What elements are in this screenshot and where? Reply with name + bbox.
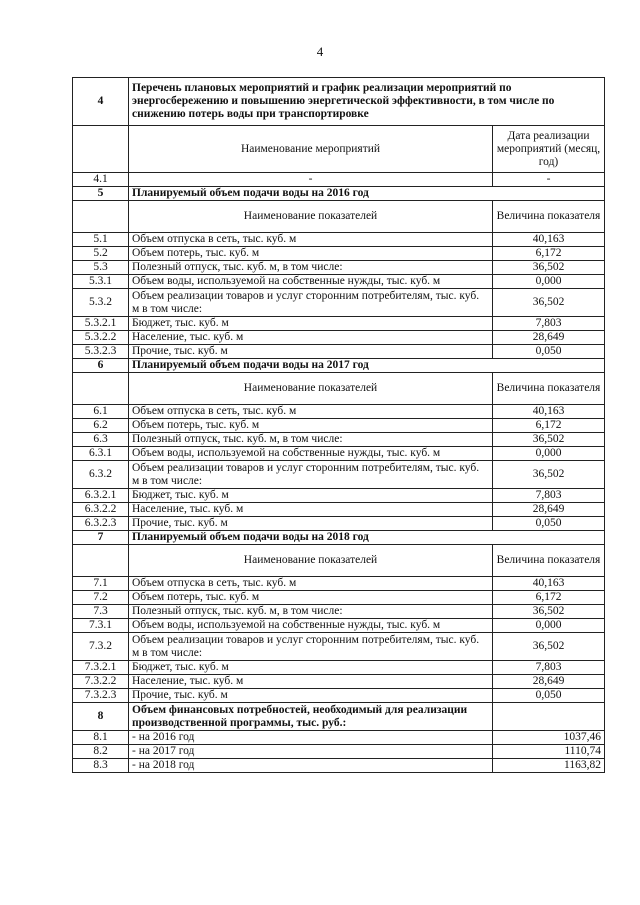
row-name: Объем воды, используемой на собственные нужды, тыс. куб. м [129,447,493,461]
row-value: 7,803 [493,661,605,675]
row-value: 1163,82 [493,759,605,773]
section-number: 4 [73,78,129,126]
row-value: 0,000 [493,275,605,289]
row-name: Объем потерь, тыс. куб. м [129,419,493,433]
row-name: Полезный отпуск, тыс. куб. м, в том числе: [129,261,493,275]
row-number: 6.3.1 [73,447,129,461]
section-7-header-row [73,545,605,577]
table-row [73,591,605,605]
row-number: 4.1 [73,173,129,187]
row-name: - на 2016 год [129,731,493,745]
table-row [73,489,605,503]
section-value-empty-cell [493,703,605,731]
row-name: Полезный отпуск, тыс. куб. м, в том числе: [129,605,493,619]
row-value: 28,649 [493,331,605,345]
section-6-title-row [73,359,605,373]
row-number: 6.3 [73,433,129,447]
table-row [73,689,605,703]
row-number: 7.3.2 [73,633,129,661]
column-header-name: Наименование показателей [129,373,493,405]
row-name: - на 2017 год [129,745,493,759]
row-value: 40,163 [493,233,605,247]
row-value: 6,172 [493,419,605,433]
row-number: 6.2 [73,419,129,433]
column-header-value: Величина показателя [493,373,605,405]
section-number: 8 [73,703,129,731]
program-table [72,77,605,773]
row-value: 36,502 [493,461,605,489]
row-number: 8.1 [73,731,129,745]
row-name: Бюджет, тыс. куб. м [129,661,493,675]
table-row [73,433,605,447]
column-header-name: Наименование показателей [129,545,493,577]
row-value: 7,803 [493,489,605,503]
row-value: 28,649 [493,503,605,517]
row-value: 0,000 [493,447,605,461]
row-number: 5.3.2.1 [73,317,129,331]
section-title: Планируемый объем подачи воды на 2016 год [129,187,605,201]
section-5-title-row [73,187,605,201]
row-value: 1037,46 [493,731,605,745]
row-number: 5.3.2.2 [73,331,129,345]
row-value: 36,502 [493,261,605,275]
row-value: 0,050 [493,517,605,531]
row-name: Объем воды, используемой на собственные нужды, тыс. куб. м [129,619,493,633]
row-number: 7.3.1 [73,619,129,633]
row-number: 6.3.2.3 [73,517,129,531]
row-name: Объем отпуска в сеть, тыс. куб. м [129,405,493,419]
row-name: Объем отпуска в сеть, тыс. куб. м [129,577,493,591]
row-name: Население, тыс. куб. м [129,331,493,345]
table-row [73,633,605,661]
table-row [73,577,605,591]
row-value: 40,163 [493,405,605,419]
row-number: 7.3 [73,605,129,619]
header-empty-cell [73,373,129,405]
row-name: Полезный отпуск, тыс. куб. м, в том числе: [129,433,493,447]
row-value: 36,502 [493,433,605,447]
row-value: 0,050 [493,689,605,703]
page-number: 4 [316,44,324,59]
section-title: Перечень плановых мероприятий и график реализации мероприятий по энергосбережению и повышению энергетической эффективности, в том числе по снижению потерь воды при транспортировке [129,78,605,126]
column-header-name: Наименование мероприятий [129,126,493,173]
row-value: 36,502 [493,605,605,619]
row-number: 6.3.2.1 [73,489,129,503]
section-number: 7 [73,531,129,545]
table-row [73,503,605,517]
table-row [73,661,605,675]
section-title: Объем финансовых потребностей, необходимый для реализации производственной программы, тыс. руб.: [129,703,493,731]
header-empty-cell [73,126,129,173]
row-name: Прочие, тыс. куб. м [129,345,493,359]
row-number: 6.1 [73,405,129,419]
row-name: Объем реализации товаров и услуг сторонним потребителям, тыс. куб. м в том числе: [129,461,493,489]
row-name: Объем отпуска в сеть, тыс. куб. м [129,233,493,247]
table-row [73,173,605,187]
section-number: 5 [73,187,129,201]
row-number: 5.1 [73,233,129,247]
row-value: 0,050 [493,345,605,359]
row-number: 7.2 [73,591,129,605]
table-row [73,233,605,247]
row-number: 7.3.2.2 [73,675,129,689]
section-6-header-row [73,373,605,405]
row-number: 5.3.2 [73,289,129,317]
row-number: 6.3.2.2 [73,503,129,517]
row-name: Объем реализации товаров и услуг сторонним потребителям, тыс. куб. м в том числе: [129,633,493,661]
section-title: Планируемый объем подачи воды на 2017 год [129,359,605,373]
row-number: 8.2 [73,745,129,759]
table-row [73,275,605,289]
table-row [73,405,605,419]
row-name: - [129,173,493,187]
row-value: 6,172 [493,247,605,261]
table-row [73,345,605,359]
row-value: 36,502 [493,289,605,317]
table-row [73,517,605,531]
row-number: 7.1 [73,577,129,591]
table-row [73,289,605,317]
row-value: 6,172 [493,591,605,605]
column-header-name: Наименование показателей [129,201,493,233]
table-row [73,461,605,489]
row-name: Бюджет, тыс. куб. м [129,489,493,503]
row-number: 5.3 [73,261,129,275]
header-empty-cell [73,201,129,233]
row-number: 7.3.2.3 [73,689,129,703]
row-number: 5.3.1 [73,275,129,289]
section-number: 6 [73,359,129,373]
table-row [73,261,605,275]
row-number: 6.3.2 [73,461,129,489]
table-row [73,675,605,689]
table-row [73,317,605,331]
row-name: Объем реализации товаров и услуг сторонним потребителям, тыс. куб. м в том числе: [129,289,493,317]
row-name: - на 2018 год [129,759,493,773]
row-value: 28,649 [493,675,605,689]
table-row [73,247,605,261]
section-4-title-row [73,78,605,126]
column-header-date: Дата реализации мероприятий (месяц, год) [493,126,605,173]
table-row [73,419,605,433]
row-number: 5.2 [73,247,129,261]
row-value: 1110,74 [493,745,605,759]
table-row [73,605,605,619]
row-name: Население, тыс. куб. м [129,675,493,689]
table-row [73,619,605,633]
row-number: 5.3.2.3 [73,345,129,359]
row-name: Бюджет, тыс. куб. м [129,317,493,331]
table-row [73,331,605,345]
section-7-title-row [73,531,605,545]
row-value: 0,000 [493,619,605,633]
section-title: Планируемый объем подачи воды на 2018 год [129,531,605,545]
section-4-header-row [73,126,605,173]
table-row [73,447,605,461]
row-name: Прочие, тыс. куб. м [129,517,493,531]
section-5-header-row [73,201,605,233]
table-row [73,731,605,745]
row-value: 40,163 [493,577,605,591]
section-8-title-row [73,703,605,731]
row-value: - [493,173,605,187]
row-name: Прочие, тыс. куб. м [129,689,493,703]
row-name: Объем потерь, тыс. куб. м [129,247,493,261]
row-number: 8.3 [73,759,129,773]
table-row [73,745,605,759]
column-header-value: Величина показателя [493,201,605,233]
row-name: Население, тыс. куб. м [129,503,493,517]
column-header-value: Величина показателя [493,545,605,577]
row-name: Объем потерь, тыс. куб. м [129,591,493,605]
row-value: 36,502 [493,633,605,661]
row-number: 7.3.2.1 [73,661,129,675]
table-row [73,759,605,773]
row-value: 7,803 [493,317,605,331]
row-name: Объем воды, используемой на собственные нужды, тыс. куб. м [129,275,493,289]
header-empty-cell [73,545,129,577]
